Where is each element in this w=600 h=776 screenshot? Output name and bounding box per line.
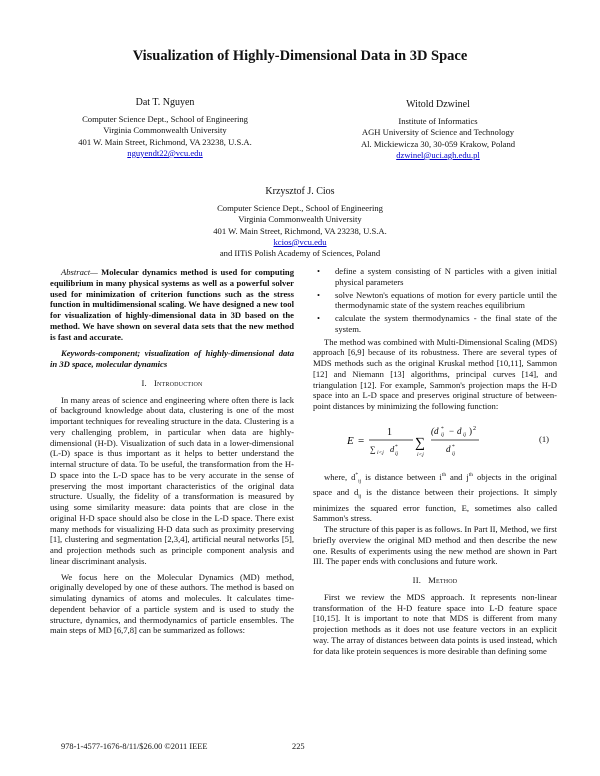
svg-text:d: d <box>446 443 451 454</box>
list-item: • solve Newton's equations of motion for every particle until the thermodynamic state of the system reaches equilibrium <box>335 290 557 312</box>
author-name: Krzysztof J. Cios <box>265 186 335 197</box>
paper-title: Visualization of Highly-Dimensional Data in 3D Space <box>132 48 468 64</box>
keywords-label: Keywords-component; <box>61 348 141 359</box>
keywords-text: visualization of highly-dimensional data in 3D space, molecular dynamics <box>50 348 294 369</box>
author-name: Witold Dzwinel <box>406 99 470 110</box>
svg-text:ij: ij <box>463 431 467 438</box>
svg-text:d: d <box>457 425 462 436</box>
svg-text:i<j: i<j <box>377 449 384 456</box>
svg-text:2: 2 <box>473 425 476 432</box>
author-affiliation-line: Institute of Informatics <box>398 116 478 127</box>
svg-text:*: * <box>452 443 455 450</box>
left-column <box>50 267 294 636</box>
text-run: ij <box>358 478 362 485</box>
text-run: where, d <box>324 471 356 482</box>
svg-text:): ) <box>469 425 472 436</box>
section-heading-method <box>313 575 557 586</box>
section-title: Introduction <box>153 377 203 388</box>
svg-text:E: E <box>347 434 354 447</box>
svg-text:1: 1 <box>387 426 392 438</box>
author-affiliation-line: AGH University of Science and Technology <box>361 127 515 138</box>
author-affiliation-line: 401 W. Main Street, Richmond, VA 23238, U.S.A. <box>213 225 387 236</box>
text-run: * <box>355 471 359 478</box>
abstract <box>50 267 294 342</box>
body-paragraph <box>313 470 557 524</box>
section-number: II. <box>412 575 422 586</box>
body-paragraph: The structure of this paper is as follows. In Part II, Method, we first briefly overview the original MD method and then describe the new one. Results of experiments using the new method are shown in Part III. The paper ends with conclusions and future work. <box>313 524 557 567</box>
svg-text:*: * <box>395 443 398 450</box>
svg-text:∑: ∑ <box>370 444 376 454</box>
equation-number: (1) <box>538 433 549 444</box>
svg-text:i<j: i<j <box>417 451 424 458</box>
author-email-link[interactable]: dzwinel@uci.agh.edu.pl <box>396 149 480 160</box>
text-run: th <box>468 471 474 478</box>
right-column <box>313 266 557 656</box>
svg-text:ij: ij <box>452 450 456 457</box>
equation-sammon-stress <box>313 420 557 462</box>
method-paragraph: First we review the MDS approach. It represents non-linear transformation of the H-D feature space into L-D feature space [10,15]. It is important to note that MDS is different from many projection methods as it does not use feature vectors in an explicit way. The array of distances between data points is used instead, which for data like protein sequences is more desirable than defining some <box>313 591 557 656</box>
md-steps-list <box>313 266 557 335</box>
page-number: 225 <box>292 742 305 751</box>
author-affiliation-line: Virginia Commonwealth University <box>103 125 227 136</box>
author-email-link[interactable]: kcios@vcu.edu <box>273 236 327 247</box>
author-affiliation-line: Computer Science Dept., School of Engineering <box>82 114 248 125</box>
svg-text:(d: (d <box>431 425 439 436</box>
author-block-2 <box>318 99 558 161</box>
intro-paragraph: In many areas of science and engineering where often there is lack of background knowledge about data, clustering is one of the most important techniques for revealing structure in the data. Clustering is a very challenging problem, in particular when data are highly-dimensional (H-D). Visualization of such data in a lower-dimensional (L-D) space is thus important as it helps to better understand the internal structure of data. To be useful, the transformation from the H-D space into the L-D space has to be very accurate in the sense of preserving the most important characteristics of the original data structure. Usually, the fidelity of a transformation is measured by using some similarity measure: data points that are close in the original H-D space should also be close in the L-D space. There exist many methods for visualizing H-D data such as proximity preserving [1], clustering and segmentation [2,3,4], artificial neural networks [5], and projection methods such as principle component analysis and linear discriminant analysis. <box>50 394 294 566</box>
section-number: I. <box>141 377 147 388</box>
author-affiliation-line: Al. Mickiewicza 30, 30-059 Krakow, Poland <box>360 138 516 149</box>
equation-graphic <box>345 420 525 462</box>
svg-text:=: = <box>358 434 365 447</box>
svg-text:*: * <box>441 425 444 432</box>
keywords <box>50 348 294 370</box>
text-run: and j <box>446 471 469 482</box>
svg-text:∑: ∑ <box>415 435 425 451</box>
author-email-link[interactable]: nguyendt22@vcu.edu <box>127 147 203 158</box>
section-heading-introduction <box>50 378 294 389</box>
text-run: is the distance between their projections. It simply minimizes the squared error function, E, sometimes also called Sammon's stress. <box>313 487 558 524</box>
list-item: • calculate the system thermodynamics - the final state of the system. <box>335 313 557 335</box>
author-affiliation-line: Computer Science Dept., School of Engineering <box>217 203 383 214</box>
author-name: Dat T. Nguyen <box>135 97 195 108</box>
text-run: th <box>441 471 447 478</box>
author-block-3 <box>150 186 450 259</box>
text-run: ij <box>358 493 362 500</box>
body-paragraph: The method was combined with Multi-Dimensional Scaling (MDS) approach [6,9] because of its robustness. There are several types of MDS methods such as the original Kruskal method [10,11], Sammon [12] and Niemann [13] algorithms, principal curves [14], and triangulation [12]. For example, Sammon's projection maps the H-D space into an L-D space and preserves original structure of between-point distances by minimizing the following function: <box>313 336 557 411</box>
author-extra-affiliation: and IITiS Polish Academy of Sciences, Poland <box>219 248 381 259</box>
svg-text:−: − <box>449 425 455 436</box>
text-run: is distance between i <box>361 471 442 482</box>
author-affiliation-line: 401 W. Main Street, Richmond, VA 23238, U.S.A. <box>78 136 252 147</box>
svg-text:d: d <box>390 443 395 454</box>
abstract-text: Molecular dynamics method is used for computing equilibrium in many physical systems as well as a powerful solver used for minimization of criterion functions such as the stress function in multidimensional scaling. We have designed a new tool for visualization of highly-dimensional data in 3D based on the method. We have shown on several data sets that the new method is fast and accurate. <box>50 267 294 342</box>
svg-text:ij: ij <box>441 431 445 438</box>
svg-text:ij: ij <box>395 450 399 457</box>
list-item: • define a system consisting of N particles with a given initial physical parameters <box>335 266 557 288</box>
abstract-label: Abstract— <box>61 267 98 277</box>
author-affiliation-line: Virginia Commonwealth University <box>238 214 362 225</box>
author-block-1 <box>40 97 290 159</box>
intro-paragraph: We focus here on the Molecular Dynamics (MD) method, originally developed by one of these authors. The method is based on simulating dynamics of atoms and molecules. It calculates time-dependent behavior of a particle system and is used to study the structure, dynamics, and thermodynamics of particle ensembles. The main steps of MD [6,7,8] can be summarized as follows: <box>50 571 294 636</box>
footer-isbn: 978-1-4577-1676-8/11/$26.00 ©2011 IEEE <box>61 742 208 751</box>
section-title: Method <box>428 575 458 586</box>
text-run: objects in the original space and d <box>313 471 557 498</box>
